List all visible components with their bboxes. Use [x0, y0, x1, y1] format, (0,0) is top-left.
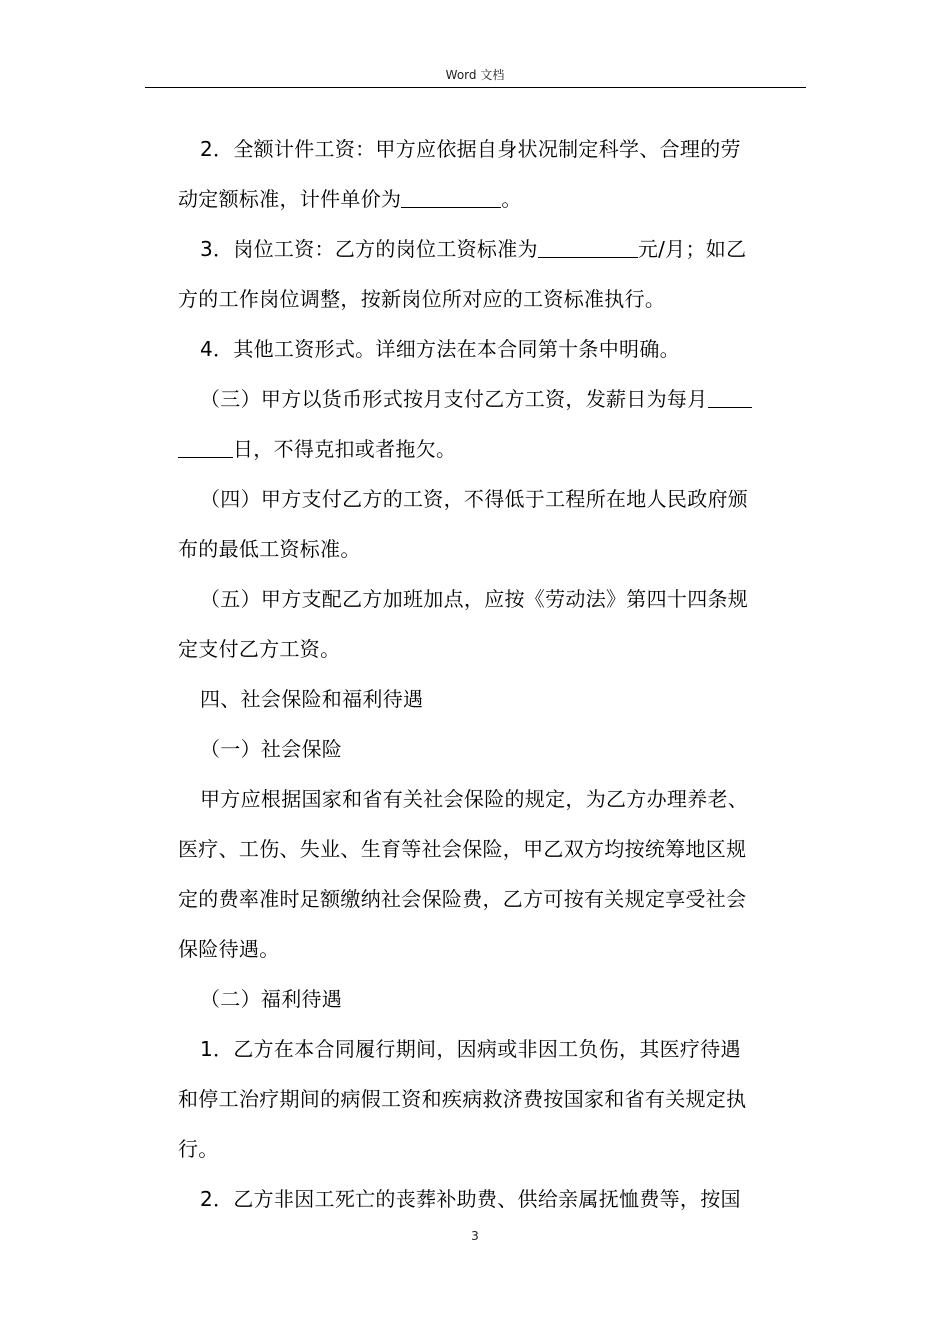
text-line: 医疗、工伤、失业、生育等社会保险，甲乙双方均按统筹地区规 [178, 837, 747, 861]
subsection-heading: （二）福利待遇 [200, 987, 343, 1011]
text-segment: 3．岗位工资：乙方的岗位工资标准为 [200, 237, 538, 261]
text-line: 2．全额计件工资：甲方应依据自身状况制定科学、合理的劳 [200, 137, 741, 161]
text-line: 保险待遇。 [178, 937, 280, 961]
text-line: 甲方应根据国家和省有关社会保险的规定，为乙方办理养老、 [200, 787, 749, 811]
section-heading: 四、社会保险和福利待遇 [200, 687, 424, 711]
header-title: Word 文档 [445, 68, 505, 82]
text-segment: （三）甲方以货币形式按月支付乙方工资，发薪日为每月 [200, 387, 708, 411]
text-line: 定的费率准时足额缴纳社会保险费，乙方可按有关规定享受社会 [178, 887, 747, 911]
text-segment: 日，不得克扣或者拖欠。 [233, 437, 457, 461]
fill-in-blank[interactable] [538, 239, 638, 258]
text-line [178, 174, 522, 224]
text-line: （五）甲方支配乙方加班加点，应按《劳动法》第四十四条规 [200, 587, 749, 611]
text-segment: 。 [501, 187, 522, 211]
text-line [200, 374, 752, 424]
text-line: 和停工治疗期间的病假工资和疾病救济费按国家和省有关规定执 [178, 1087, 747, 1111]
text-line: （四）甲方支付乙方的工资，不得低于工程所在地人民政府颁 [200, 487, 749, 511]
fill-in-blank[interactable] [178, 439, 233, 458]
text-line: 定支付乙方工资。 [178, 637, 341, 661]
text-line: 2．乙方非因工死亡的丧葬补助费、供给亲属抚恤费等，按国 [200, 1187, 741, 1211]
fill-in-blank[interactable] [708, 389, 752, 408]
subsection-heading: （一）社会保险 [200, 737, 343, 761]
text-segment: 元/月；如乙 [637, 237, 747, 261]
header-rule [145, 87, 806, 88]
fill-in-blank[interactable] [401, 189, 501, 208]
text-line [200, 224, 746, 274]
text-line: 方的工作岗位调整，按新岗位所对应的工资标准执行。 [178, 287, 666, 311]
text-line: 1．乙方在本合同履行期间，因病或非因工负伤，其医疗待遇 [200, 1037, 741, 1061]
text-line: 4．其他工资形式。详细方法在本合同第十条中明确。 [200, 337, 680, 361]
page-number: 3 [471, 1229, 479, 1243]
text-line: 行。 [178, 1137, 219, 1161]
text-line: 布的最低工资标准。 [178, 537, 361, 561]
text-segment: 动定额标准，计件单价为 [178, 187, 402, 211]
text-line [178, 424, 456, 474]
